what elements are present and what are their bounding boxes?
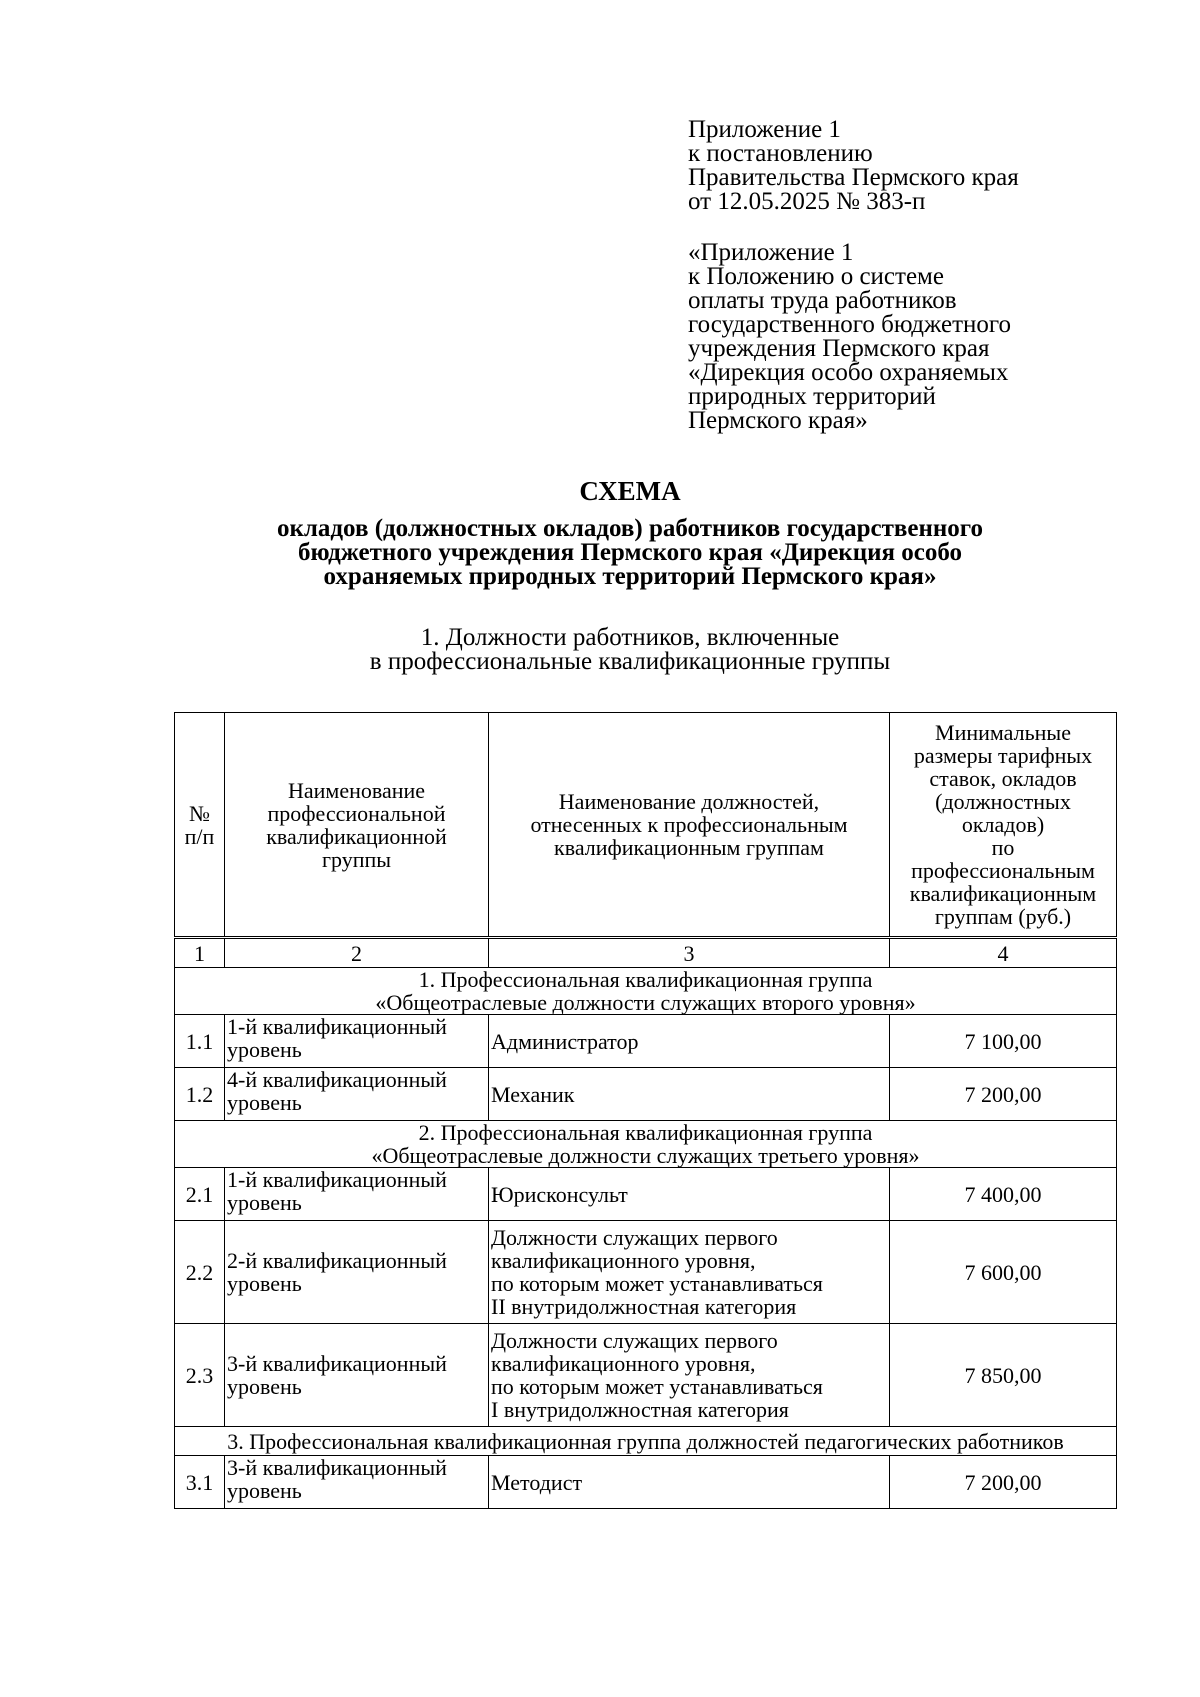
document-title: СХЕМА: [579, 476, 681, 506]
salary-value: 7 600,00: [890, 1221, 1117, 1324]
document-subtitle: [200, 517, 1060, 589]
quote-line: «Дирекция особо охраняемых: [688, 359, 1009, 386]
table-row: [175, 1456, 1117, 1509]
header-text: Наименование должностей,: [558, 789, 820, 814]
header-text: профессиональным: [911, 858, 1095, 883]
header-min-salary: [890, 713, 1117, 938]
group-row: [175, 968, 1117, 1015]
header-text: №: [189, 800, 210, 826]
level-text: уровень: [227, 1478, 302, 1503]
row-number: 1.1: [175, 1015, 225, 1068]
position-text: квалификационного уровня,: [491, 1351, 756, 1376]
position-text: Должности служащих первого: [491, 1328, 778, 1353]
header-group-name: [225, 713, 489, 938]
column-number: 3: [489, 938, 890, 968]
position-name: Методист: [489, 1456, 890, 1509]
header-text: квалификационным: [909, 881, 1097, 906]
qualification-level: [225, 1324, 489, 1427]
table-row: [175, 1068, 1117, 1121]
level-text: уровень: [227, 1190, 302, 1215]
table-row: [175, 1324, 1117, 1427]
attachment-line: от 12.05.2025 № 383-п: [688, 188, 926, 215]
quote-line: к Положению о системе: [688, 263, 944, 290]
header-text: отнесенных к профессиональным: [530, 812, 848, 837]
position-name: Механик: [489, 1068, 890, 1121]
header-text: профессиональной: [267, 800, 446, 826]
salary-value: 7 200,00: [890, 1068, 1117, 1121]
quote-line: оплаты труда работников: [688, 287, 957, 314]
level-text: уровень: [227, 1090, 302, 1115]
position-name: [489, 1221, 890, 1324]
attachment-line: Приложение 1: [688, 116, 841, 143]
level-text: 3-й квалификационный: [227, 1351, 447, 1376]
qualification-level: [225, 1068, 489, 1121]
level-text: 1-й квалификационный: [227, 1014, 447, 1039]
salary-value: 7 100,00: [890, 1015, 1117, 1068]
row-number: 2.2: [175, 1221, 225, 1324]
header-text: Наименование: [287, 777, 426, 803]
group-text: «Общеотраслевые должности служащих третьего уровня»: [371, 1143, 920, 1168]
subtitle-line: охраняемых природных территорий Пермского края»: [323, 563, 937, 590]
quote-line: государственного бюджетного: [688, 311, 1011, 338]
table-row: [175, 1221, 1117, 1324]
header-text: (должностных: [935, 789, 1071, 814]
qualification-level: [225, 1221, 489, 1324]
level-text: уровень: [227, 1271, 302, 1296]
column-number: 4: [890, 938, 1117, 968]
level-text: 2-й квалификационный: [227, 1248, 447, 1273]
row-number: 3.1: [175, 1456, 225, 1509]
position-text: Должности служащих первого: [491, 1225, 778, 1250]
salary-value: 7 850,00: [890, 1324, 1117, 1427]
header-text: ставок, окладов: [929, 766, 1077, 791]
column-number: 1: [175, 938, 225, 968]
salary-value: 7 200,00: [890, 1456, 1117, 1509]
qualification-level: [225, 1456, 489, 1509]
group-heading: [175, 968, 1117, 1015]
group-heading: [175, 1121, 1117, 1168]
column-number: 2: [225, 938, 489, 968]
level-text: 3-й квалификационный: [227, 1455, 447, 1480]
quote-line: природных территорий: [688, 383, 936, 410]
attachment-gap: [688, 214, 1128, 241]
salary-scheme-table: [174, 712, 1117, 1509]
column-numbers-row: [175, 938, 1117, 968]
group-text: 2. Профессиональная квалификационная группа: [418, 1120, 873, 1145]
header-text: размеры тарифных: [913, 743, 1093, 768]
header-number: [175, 713, 225, 938]
row-number: 1.2: [175, 1068, 225, 1121]
group-heading: 3. Профессиональная квалификационная группа должностей педагогических работников: [175, 1427, 1117, 1456]
section-line: в профессиональные квалификационные группы: [369, 648, 891, 675]
subtitle-line: окладов (должностных окладов) работников государственного: [276, 515, 983, 542]
level-text: 4-й квалификационный: [227, 1067, 447, 1092]
group-text: «Общеотраслевые должности служащих второго уровня»: [375, 990, 916, 1015]
position-text: квалификационного уровня,: [491, 1248, 756, 1273]
quote-line: Пермского края»: [688, 407, 868, 434]
header-text: Минимальные: [935, 720, 1071, 745]
quote-line: учреждения Пермского края: [688, 335, 990, 362]
section-line: 1. Должности работников, включенные: [420, 624, 840, 651]
level-text: уровень: [227, 1374, 302, 1399]
position-text: II внутридолжностная категория: [491, 1294, 797, 1319]
attachment-line: к постановлению: [688, 140, 873, 167]
position-name: Администратор: [489, 1015, 890, 1068]
header-text: п/п: [184, 823, 215, 849]
subtitle-line: бюджетного учреждения Пермского края «Дирекция особо: [297, 539, 963, 566]
salary-value: 7 400,00: [890, 1168, 1117, 1221]
position-text: по которым может устанавливаться: [491, 1374, 823, 1399]
row-number: 2.3: [175, 1324, 225, 1427]
position-text: по которым может устанавливаться: [491, 1271, 823, 1296]
header-text: группы: [321, 846, 392, 872]
header-text: по: [991, 835, 1015, 860]
qualification-level: [225, 1168, 489, 1221]
attachment-block: [688, 118, 1128, 433]
position-name: [489, 1324, 890, 1427]
table-row: [175, 1015, 1117, 1068]
table-row: [175, 1168, 1117, 1221]
group-row: [175, 1121, 1117, 1168]
row-number: 2.1: [175, 1168, 225, 1221]
qualification-level: [225, 1015, 489, 1068]
section-heading: [230, 626, 1030, 674]
header-text: квалификационной: [266, 823, 447, 849]
level-text: уровень: [227, 1037, 302, 1062]
header-text: группам (руб.): [934, 904, 1072, 929]
group-text: 1. Профессиональная квалификационная группа: [418, 967, 873, 992]
attachment-line: Правительства Пермского края: [688, 164, 1019, 191]
header-text: квалификационным группам: [554, 835, 824, 860]
group-row: [175, 1427, 1117, 1456]
quote-line: «Приложение 1: [688, 239, 854, 266]
position-name: Юрисконсульт: [489, 1168, 890, 1221]
level-text: 1-й квалификационный: [227, 1167, 447, 1192]
header-text: окладов): [961, 812, 1045, 837]
table-header-row: [175, 713, 1117, 938]
position-text: I внутридолжностная категория: [491, 1397, 789, 1422]
header-positions: [489, 713, 890, 938]
